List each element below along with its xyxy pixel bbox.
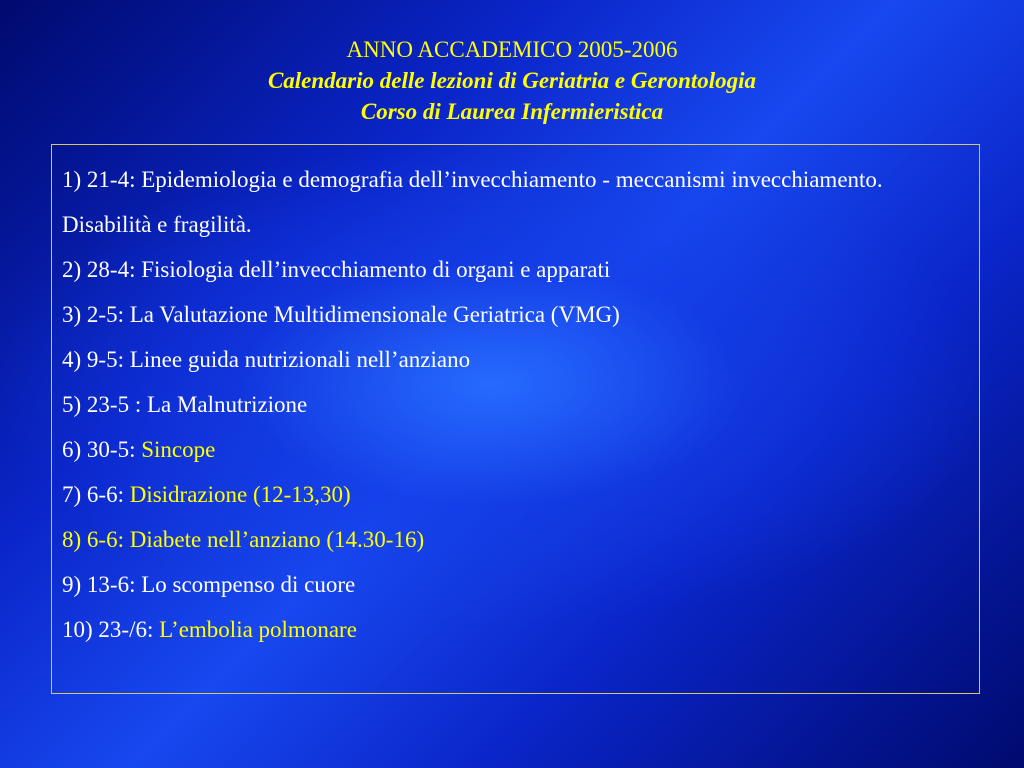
lesson-text: 9) 13-6: Lo scompenso di cuore <box>62 572 356 597</box>
lesson-item-5 <box>62 382 971 427</box>
lesson-highlight: Disidrazione (12-13,30) <box>129 482 351 507</box>
lesson-item-8 <box>62 517 971 562</box>
lesson-highlight: Sincope <box>141 437 216 462</box>
lesson-highlight: L’embolia polmonare <box>159 617 357 642</box>
slide-header <box>0 34 1024 127</box>
lesson-text: 10) 23-/6: <box>62 617 160 642</box>
lesson-item-7 <box>62 472 971 517</box>
calendar-subtitle: Calendario delle lezioni di Geriatria e Gerontologia <box>267 68 757 93</box>
lesson-text: 6) 30-5: <box>62 437 142 462</box>
lesson-text: 7) 6-6: <box>62 482 130 507</box>
lessons-box <box>51 144 980 694</box>
lesson-item-2 <box>62 247 971 292</box>
lesson-item-1 <box>62 157 971 247</box>
academic-year-title: ANNO ACCADEMICO 2005-2006 <box>346 37 678 62</box>
lesson-text: 1) 21-4: Epidemiologia e demografia dell’invecchiamento - meccanismi invecchiamento. Disabilità e fragilità. <box>62 167 883 237</box>
lesson-item-6 <box>62 427 971 472</box>
lesson-text: 4) 9-5: Linee guida nutrizionali nell’anziano <box>62 347 471 372</box>
lesson-text: 2) 28-4: Fisiologia dell’invecchiamento di organi e apparati <box>62 257 611 282</box>
lesson-item-10 <box>62 607 971 652</box>
lesson-item-3 <box>62 292 971 337</box>
lesson-text: 3) 2-5: La Valutazione Multidimensionale Geriatrica (VMG) <box>62 302 620 327</box>
lesson-item-4 <box>62 337 971 382</box>
lesson-item-9 <box>62 562 971 607</box>
lessons-list <box>62 157 971 652</box>
lesson-text: 5) 23-5 : La Malnutrizione <box>62 392 308 417</box>
course-subtitle: Corso di Laurea Infermieristica <box>360 99 664 124</box>
lesson-highlight: 8) 6-6: Diabete nell’anziano (14.30-16) <box>62 527 425 552</box>
